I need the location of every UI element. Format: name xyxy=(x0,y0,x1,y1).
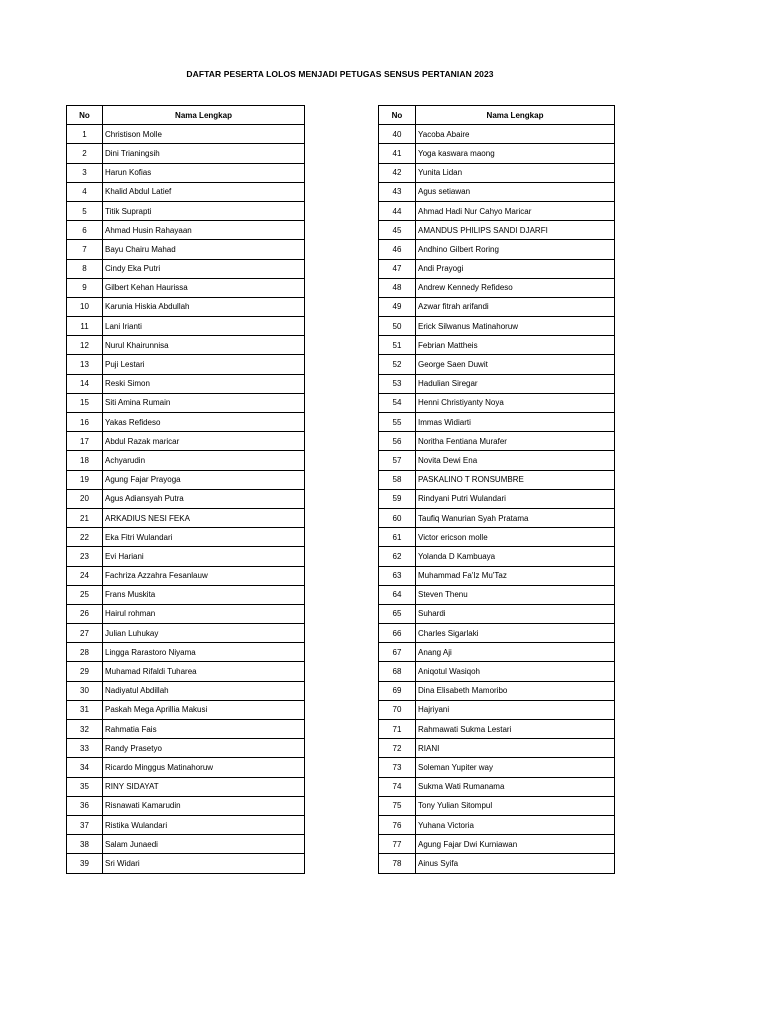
row-number: 27 xyxy=(67,624,103,643)
participant-name: Andi Prayogi xyxy=(416,259,615,278)
row-number: 14 xyxy=(67,374,103,393)
table-row xyxy=(379,317,615,336)
table-row xyxy=(379,163,615,182)
table-row xyxy=(379,547,615,566)
table-row xyxy=(379,585,615,604)
participant-name: Taufiq Wanurian Syah Pratama xyxy=(416,508,615,527)
table-row xyxy=(67,336,305,355)
participant-name: Azwar fitrah arifandi xyxy=(416,297,615,316)
participant-name: Dini Trianingsih xyxy=(103,144,305,163)
participant-name: Gilbert Kehan Haurissa xyxy=(103,278,305,297)
table-row xyxy=(379,720,615,739)
participant-table-right xyxy=(378,105,615,874)
participant-name: Muhammad Fa'Iz Mu'Taz xyxy=(416,566,615,585)
participant-name: Soleman Yupiter way xyxy=(416,758,615,777)
participant-name: Ristika Wulandari xyxy=(103,815,305,834)
row-number: 13 xyxy=(67,355,103,374)
row-number: 17 xyxy=(67,432,103,451)
table-row xyxy=(67,240,305,259)
table-row xyxy=(379,815,615,834)
participant-name: Bayu Chairu Mahad xyxy=(103,240,305,259)
row-number: 33 xyxy=(67,739,103,758)
participant-name: Nurul Khairunnisa xyxy=(103,336,305,355)
row-number: 66 xyxy=(379,624,416,643)
row-number: 29 xyxy=(67,662,103,681)
table-row xyxy=(379,739,615,758)
row-number: 60 xyxy=(379,508,416,527)
row-number: 49 xyxy=(379,297,416,316)
row-number: 35 xyxy=(67,777,103,796)
participant-name: Noritha Fentiana Murafer xyxy=(416,432,615,451)
participant-name: Tony Yulian Sitompul xyxy=(416,796,615,815)
row-number: 56 xyxy=(379,432,416,451)
table-row xyxy=(379,336,615,355)
row-number: 23 xyxy=(67,547,103,566)
table-row xyxy=(67,297,305,316)
participant-name: Reski Simon xyxy=(103,374,305,393)
table-row xyxy=(379,470,615,489)
table-header-row xyxy=(379,106,615,125)
row-number: 39 xyxy=(67,854,103,873)
participant-name: Victor ericson molle xyxy=(416,528,615,547)
table-row xyxy=(67,681,305,700)
column-header-name: Nama Lengkap xyxy=(103,106,305,125)
row-number: 69 xyxy=(379,681,416,700)
row-number: 58 xyxy=(379,470,416,489)
table-row xyxy=(67,547,305,566)
row-number: 34 xyxy=(67,758,103,777)
participant-name: Rahmatia Fais xyxy=(103,720,305,739)
table-row xyxy=(379,432,615,451)
column-header-no: No xyxy=(379,106,416,125)
table-row xyxy=(379,528,615,547)
participant-name: Rahmawati Sukma Lestari xyxy=(416,720,615,739)
row-number: 18 xyxy=(67,451,103,470)
table-row xyxy=(67,163,305,182)
row-number: 11 xyxy=(67,317,103,336)
column-header-name: Nama Lengkap xyxy=(416,106,615,125)
table-row xyxy=(379,125,615,144)
row-number: 15 xyxy=(67,393,103,412)
table-row xyxy=(379,854,615,873)
table-row xyxy=(379,201,615,220)
table-row xyxy=(379,144,615,163)
participant-name: Agung Fajar Dwi Kurniawan xyxy=(416,835,615,854)
participant-name: Siti Amina Rumain xyxy=(103,393,305,412)
row-number: 48 xyxy=(379,278,416,297)
participant-name: Achyarudin xyxy=(103,451,305,470)
participant-name: RIANI xyxy=(416,739,615,758)
participant-name: Anang Aji xyxy=(416,643,615,662)
row-number: 75 xyxy=(379,796,416,815)
table-row xyxy=(379,604,615,623)
table-row xyxy=(67,508,305,527)
table-row xyxy=(379,643,615,662)
participant-name: Salam Junaedi xyxy=(103,835,305,854)
row-number: 2 xyxy=(67,144,103,163)
table-row xyxy=(67,355,305,374)
row-number: 54 xyxy=(379,393,416,412)
table-row xyxy=(67,643,305,662)
participant-name: Ahmad Hadi Nur Cahyo Maricar xyxy=(416,201,615,220)
table-row xyxy=(379,221,615,240)
participant-name: Sri Widari xyxy=(103,854,305,873)
participant-name: Hajriyani xyxy=(416,700,615,719)
row-number: 6 xyxy=(67,221,103,240)
participant-name: Steven Thenu xyxy=(416,585,615,604)
row-number: 62 xyxy=(379,547,416,566)
participant-name: Julian Luhukay xyxy=(103,624,305,643)
row-number: 22 xyxy=(67,528,103,547)
participant-name: Agung Fajar Prayoga xyxy=(103,470,305,489)
table-row xyxy=(379,662,615,681)
participant-name: Lani Irianti xyxy=(103,317,305,336)
participant-name: AMANDUS PHILIPS SANDI DJARFI xyxy=(416,221,615,240)
table-row xyxy=(379,451,615,470)
row-number: 50 xyxy=(379,317,416,336)
participant-name: Agus Adiansyah Putra xyxy=(103,489,305,508)
row-number: 77 xyxy=(379,835,416,854)
participant-name: Eka Fitri Wulandari xyxy=(103,528,305,547)
row-number: 4 xyxy=(67,182,103,201)
participant-name: Andrew Kennedy Refideso xyxy=(416,278,615,297)
row-number: 55 xyxy=(379,413,416,432)
table-row xyxy=(67,201,305,220)
participant-name: Ainus Syifa xyxy=(416,854,615,873)
table-row xyxy=(379,835,615,854)
row-number: 12 xyxy=(67,336,103,355)
participant-name: George Saen Duwit xyxy=(416,355,615,374)
participant-name: Randy Prasetyo xyxy=(103,739,305,758)
row-number: 64 xyxy=(379,585,416,604)
table-row xyxy=(379,240,615,259)
table-row xyxy=(67,835,305,854)
participant-name: Yolanda D Kambuaya xyxy=(416,547,615,566)
table-row xyxy=(379,413,615,432)
participant-name: Hadulian Siregar xyxy=(416,374,615,393)
table-row xyxy=(379,374,615,393)
row-number: 5 xyxy=(67,201,103,220)
table-row xyxy=(379,758,615,777)
row-number: 65 xyxy=(379,604,416,623)
row-number: 9 xyxy=(67,278,103,297)
row-number: 44 xyxy=(379,201,416,220)
table-row xyxy=(379,777,615,796)
table-row xyxy=(67,624,305,643)
table-row xyxy=(67,393,305,412)
table-row xyxy=(379,566,615,585)
table-row xyxy=(67,662,305,681)
participant-name: Nadiyatul Abdillah xyxy=(103,681,305,700)
table-row xyxy=(67,432,305,451)
participant-name: Paskah Mega Aprillia Makusi xyxy=(103,700,305,719)
table-row xyxy=(67,413,305,432)
column-header-no: No xyxy=(67,106,103,125)
row-number: 16 xyxy=(67,413,103,432)
participant-name: Khalid Abdul Latief xyxy=(103,182,305,201)
row-number: 70 xyxy=(379,700,416,719)
participant-name: PASKALINO T RONSUMBRE xyxy=(416,470,615,489)
row-number: 68 xyxy=(379,662,416,681)
row-number: 78 xyxy=(379,854,416,873)
row-number: 72 xyxy=(379,739,416,758)
participant-name: Evi Hariani xyxy=(103,547,305,566)
row-number: 63 xyxy=(379,566,416,585)
row-number: 26 xyxy=(67,604,103,623)
table-row xyxy=(67,604,305,623)
row-number: 51 xyxy=(379,336,416,355)
table-row xyxy=(379,681,615,700)
participant-table-left xyxy=(66,105,305,874)
participant-name: Rindyani Putri Wulandari xyxy=(416,489,615,508)
table-row xyxy=(67,182,305,201)
participant-name: Febrian Mattheis xyxy=(416,336,615,355)
row-number: 59 xyxy=(379,489,416,508)
row-number: 1 xyxy=(67,125,103,144)
table-row xyxy=(379,259,615,278)
table-row xyxy=(379,508,615,527)
participant-name: Frans Muskita xyxy=(103,585,305,604)
participant-name: Aniqotul Wasiqoh xyxy=(416,662,615,681)
table-row xyxy=(379,355,615,374)
table-body xyxy=(379,125,615,873)
participant-name: Christison Molle xyxy=(103,125,305,144)
row-number: 46 xyxy=(379,240,416,259)
row-number: 57 xyxy=(379,451,416,470)
row-number: 53 xyxy=(379,374,416,393)
table-row xyxy=(67,451,305,470)
row-number: 61 xyxy=(379,528,416,547)
row-number: 30 xyxy=(67,681,103,700)
table-row xyxy=(67,815,305,834)
table-row xyxy=(379,278,615,297)
row-number: 38 xyxy=(67,835,103,854)
table-body xyxy=(67,125,305,873)
row-number: 32 xyxy=(67,720,103,739)
row-number: 10 xyxy=(67,297,103,316)
participant-name: Yakas Refideso xyxy=(103,413,305,432)
row-number: 67 xyxy=(379,643,416,662)
table-row xyxy=(379,796,615,815)
table-row xyxy=(67,528,305,547)
table-row xyxy=(67,720,305,739)
row-number: 3 xyxy=(67,163,103,182)
table-row xyxy=(379,489,615,508)
participant-name: Suhardi xyxy=(416,604,615,623)
participant-name: RINY SIDAYAT xyxy=(103,777,305,796)
row-number: 45 xyxy=(379,221,416,240)
row-number: 8 xyxy=(67,259,103,278)
participant-name: Agus setiawan xyxy=(416,182,615,201)
row-number: 41 xyxy=(379,144,416,163)
participant-name: Sukma Wati Rumanama xyxy=(416,777,615,796)
table-row xyxy=(67,144,305,163)
table-row xyxy=(379,297,615,316)
participant-name: Abdul Razak maricar xyxy=(103,432,305,451)
table-row xyxy=(67,796,305,815)
participant-name: Ricardo Minggus Matinahoruw xyxy=(103,758,305,777)
table-row xyxy=(67,739,305,758)
table-row xyxy=(67,700,305,719)
table-row xyxy=(67,585,305,604)
row-number: 40 xyxy=(379,125,416,144)
participant-name: Muhamad Rifaldi Tuharea xyxy=(103,662,305,681)
participant-name: Fachriza Azzahra Fesanlauw xyxy=(103,566,305,585)
participant-name: Puji Lestari xyxy=(103,355,305,374)
participant-name: Charles Sigarlaki xyxy=(416,624,615,643)
row-number: 25 xyxy=(67,585,103,604)
table-header-row xyxy=(67,106,305,125)
table-row xyxy=(67,317,305,336)
participant-name: Risnawati Kamarudin xyxy=(103,796,305,815)
participant-name: Yacoba Abaire xyxy=(416,125,615,144)
row-number: 42 xyxy=(379,163,416,182)
participant-name: Titik Suprapti xyxy=(103,201,305,220)
participant-name: Andhino Gilbert Roring xyxy=(416,240,615,259)
table-row xyxy=(67,125,305,144)
table-row xyxy=(67,374,305,393)
row-number: 73 xyxy=(379,758,416,777)
row-number: 43 xyxy=(379,182,416,201)
table-row xyxy=(67,777,305,796)
table-row xyxy=(67,854,305,873)
participant-name: Yunita Lidan xyxy=(416,163,615,182)
participant-name: Karunia Hiskia Abdullah xyxy=(103,297,305,316)
table-row xyxy=(379,393,615,412)
participant-name: Lingga Rarastoro Niyama xyxy=(103,643,305,662)
row-number: 20 xyxy=(67,489,103,508)
participant-name: Cindy Eka Putri xyxy=(103,259,305,278)
table-row xyxy=(67,221,305,240)
table-row xyxy=(67,470,305,489)
row-number: 37 xyxy=(67,815,103,834)
row-number: 7 xyxy=(67,240,103,259)
row-number: 74 xyxy=(379,777,416,796)
row-number: 31 xyxy=(67,700,103,719)
row-number: 24 xyxy=(67,566,103,585)
row-number: 19 xyxy=(67,470,103,489)
participant-name: Yoga kaswara maong xyxy=(416,144,615,163)
participant-name: Immas Widiarti xyxy=(416,413,615,432)
table-row xyxy=(379,700,615,719)
table-row xyxy=(67,489,305,508)
row-number: 47 xyxy=(379,259,416,278)
table-row xyxy=(67,259,305,278)
table-row xyxy=(67,566,305,585)
row-number: 76 xyxy=(379,815,416,834)
table-row xyxy=(379,624,615,643)
row-number: 71 xyxy=(379,720,416,739)
participant-name: Hairul rohman xyxy=(103,604,305,623)
participant-name: Erick Silwanus Matinahoruw xyxy=(416,317,615,336)
participant-name: Ahmad Husin Rahayaan xyxy=(103,221,305,240)
table-row xyxy=(67,278,305,297)
row-number: 21 xyxy=(67,508,103,527)
table-row xyxy=(67,758,305,777)
participant-name: Dina Elisabeth Mamoribo xyxy=(416,681,615,700)
participant-name: ARKADIUS NESI FEKA xyxy=(103,508,305,527)
table-row xyxy=(379,182,615,201)
row-number: 28 xyxy=(67,643,103,662)
participant-name: Yuhana Victoria xyxy=(416,815,615,834)
participant-name: Novita Dewi Ena xyxy=(416,451,615,470)
participant-name: Henni Christiyanty Noya xyxy=(416,393,615,412)
row-number: 52 xyxy=(379,355,416,374)
page-title: DAFTAR PESERTA LOLOS MENJADI PETUGAS SENSUS PERTANIAN 2023 xyxy=(186,69,494,79)
participant-name: Harun Kofias xyxy=(103,163,305,182)
row-number: 36 xyxy=(67,796,103,815)
